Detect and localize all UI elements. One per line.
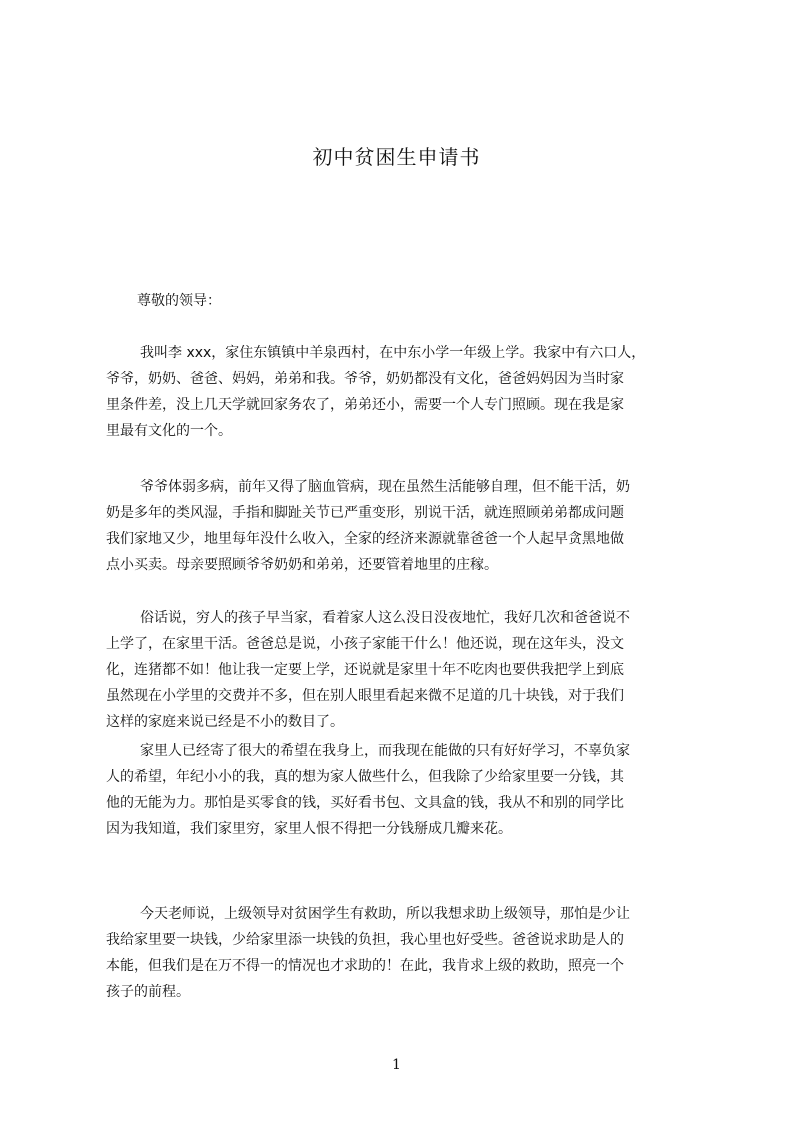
paragraph-2 [106, 474, 702, 578]
paragraph-line: 虽然现在小学里的交费并不多，但在别人眼里看起来微不足道的几十块钱，对于我们 [106, 688, 624, 704]
paragraph-5 [106, 901, 702, 1005]
paragraph-line: 奶是多年的类风湿，手指和脚趾关节已严重变形，别说干活，就连照顾弟弟都成问题 [106, 505, 624, 521]
paragraph-line: 这样的家庭来说已经是不小的数目了。 [106, 714, 344, 730]
paragraph-line: 因为我知道，我们家里穷，家里人恨不得把一分钱掰成几瓣来花。 [106, 821, 512, 837]
paragraph-line: 点小买卖。母亲要照顾爷爷奶奶和弟弟，还要管着地里的庄稼。 [106, 557, 498, 573]
document-title: 初中贫困生申请书 [312, 145, 481, 169]
paragraph-line: 我们家地又少，地里每年没什么收入，全家的经济来源就靠爸爸一个人起早贪黑地做 [106, 531, 624, 547]
paragraph-line: 爷爷体弱多病，前年又得了脑血管病，现在虽然生活能够自理，但不能干活，奶 [140, 479, 630, 495]
paragraph-line: 我给家里要一块钱，少给家里添一块钱的负担，我心里也好受些。爸爸说求助是人的 [106, 932, 624, 948]
paragraph-4 [106, 738, 702, 842]
paragraph-3 [106, 605, 702, 735]
paragraph-1 [106, 340, 702, 444]
paragraph-line: 爷爷，奶奶、爸爸、妈妈，弟弟和我。爷爷，奶奶都没有文化，爸爸妈妈因为当时家 [106, 371, 624, 387]
paragraph-line: 今天老师说，上级领导对贫困学生有救助，所以我想求助上级领导，那怕是少让 [140, 906, 630, 922]
paragraph-line: 里最有文化的一个。 [106, 423, 232, 439]
paragraph-line: 我叫李 xxx，家住东镇镇中羊泉西村，在中东小学一年级上学。我家中有六口人， [140, 345, 646, 361]
paragraph-line: 孩子的前程。 [106, 984, 190, 1000]
paragraph-line: 化，连猪都不如！他让我一定要上学，还说就是家里十年不吃肉也要供我把学上到底 [106, 662, 624, 678]
paragraph-line: 家里人已经寄了很大的希望在我身上，而我现在能做的只有好好学习，不辜负家 [140, 743, 630, 759]
salutation: 尊敬的领导： [137, 293, 221, 309]
paragraph-line: 他的无能为力。那怕是买零食的钱，买好看书包、文具盒的钱，我从不和别的同学比 [106, 795, 624, 811]
paragraph-line: 本能，但我们是在万不得一的情况也才求助的！在此，我肯求上级的救助，照亮一个 [106, 958, 624, 974]
paragraph-line: 上学了，在家里干活。爸爸总是说，小孩子家能干什么！他还说，现在这年头，没文 [106, 636, 624, 652]
paragraph-line: 里条件差，没上几天学就回家务农了，弟弟还小，需要一个人专门照顾。现在我是家 [106, 397, 624, 413]
paragraph-line: 俗话说，穷人的孩子早当家，看着家人这么没日没夜地忙，我好几次和爸爸说不 [140, 610, 630, 626]
page-number: 1 [392, 1057, 401, 1073]
paragraph-line: 人的希望，年纪小小的我，真的想为家人做些什么，但我除了少给家里要一分钱，其 [106, 769, 624, 785]
